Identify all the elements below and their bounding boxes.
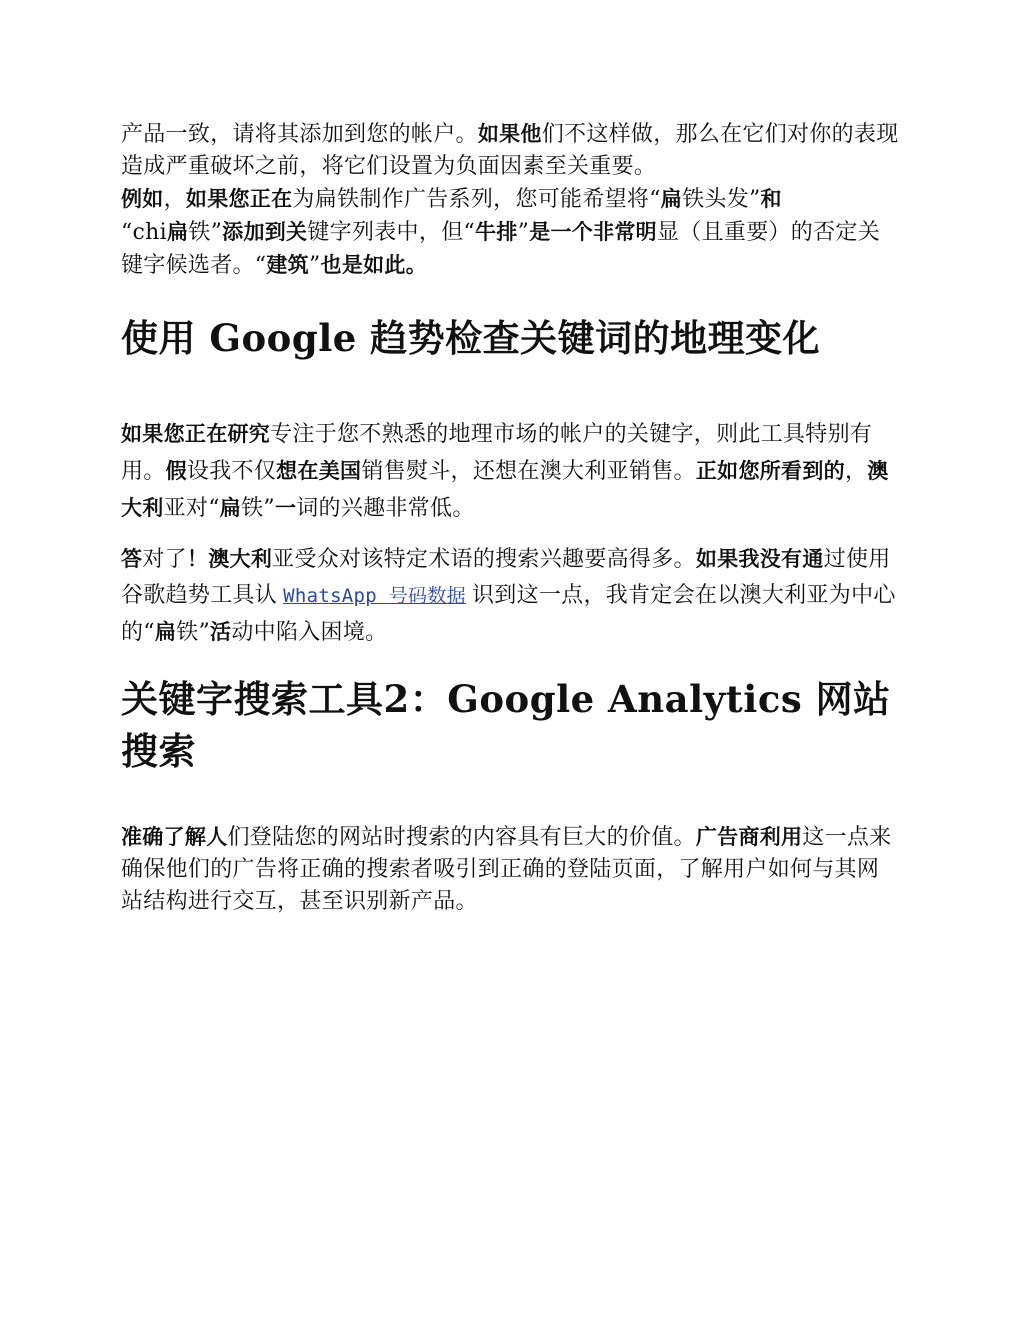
paragraph-3 [121,416,901,527]
bold-run: 假 [165,459,187,483]
bold-run: 想在美国 [276,459,362,483]
text-run: 这一点来确保他们的广告将正确的搜索者吸引到正确的登陆页面，了解用户如何与其网站结构进行交互，甚至识别新产品。 [121,825,892,914]
bold-run: 也是如此。 [320,253,428,277]
text-run: ” [308,253,321,278]
text-run: 铁” [176,620,211,645]
bold-run: 如果您正在研究 [121,422,271,446]
bold-run: 如果他 [477,122,542,146]
text-run: 们登陆您的网站时搜索的内容具有巨大的价值。 [227,825,696,850]
text-run: 铁” [241,496,275,521]
bold-run: 澳大利 [121,459,889,520]
bold-run: 广告商利用 [695,825,803,849]
text-run: ， [844,459,868,484]
bold-run: 如果我没有通 [695,547,824,571]
bold-run: 是一个非常明 [529,220,657,244]
whatsapp-data-link[interactable]: WhatsApp 号码数据 [283,585,466,607]
text-run: 对了 [142,547,187,572]
bold-run: 一 [274,496,297,520]
text-run: 词的兴趣非常低。 [296,496,475,521]
bold-run: 活 [210,620,232,644]
paragraph-4 [121,541,901,651]
text-run: 设我不仅 [186,459,277,484]
text-run: 显（且重要）的否定关键字候选者。“ [121,220,881,278]
bold-run: 牛排 [475,220,518,244]
bold-run: 例如 [121,187,164,211]
text-run: ， [163,187,186,212]
bold-run: 准确了解人 [121,825,228,849]
text-run: 亚受众对该特定术语的搜索兴趣要高得多。 [272,547,696,572]
document-page [121,118,901,918]
text-run: 销售熨斗，还想在澳大利亚销售。 [361,459,696,484]
bold-run: 建筑 [266,253,309,277]
text-run: “chi [121,220,167,245]
text-run: 铁头发” [682,187,761,212]
bold-run: 和 [760,187,782,211]
text-run: 识到这一点，我肯定会在以澳大利亚为中心的“ [121,583,896,645]
bold-run: 添加到关 [222,220,308,244]
paragraph-2 [121,183,901,282]
text-run: 键字列表中，但“ [307,220,476,245]
paragraph-5 [121,821,901,918]
text-run: 产品一致，请将其添加到您的帐户。 [121,122,478,147]
bold-run: ！澳大利 [186,547,273,571]
text-run: 亚对“ [163,496,220,521]
text-run: 动中陷入困境。 [231,620,388,645]
text-run: ” [517,220,530,245]
bold-run: 答 [121,547,143,571]
bold-run: 如果您正在 [185,187,293,211]
bold-run: 扁 [166,220,189,244]
bold-run: 扁 [219,496,242,520]
text-run: 铁” [188,220,223,245]
text-run: 专注于您不熟悉的地理市场的帐户的关键字，则此工具特别有用。 [121,422,873,484]
paragraph-1 [121,118,901,183]
text-run: 们不这样做，那么在它们对你的表现造成严重破坏之前，将它们设置为负面因素至关重要。 [121,122,899,179]
bold-run: 扁 [154,620,177,644]
section-heading-1: 使用 Google 趋势检查关键词的地理变化 [121,316,821,360]
section-heading-2: 关键字搜索工具2：Google Analytics 网站搜索 [121,677,891,773]
bold-run: 扁 [660,187,683,211]
text-run: 过使用谷歌趋势工具认 [121,547,891,608]
text-run: 为扁铁制作广告系列，您可能希望将“ [292,187,661,212]
bold-run: 正如您所看到的 [695,459,845,483]
